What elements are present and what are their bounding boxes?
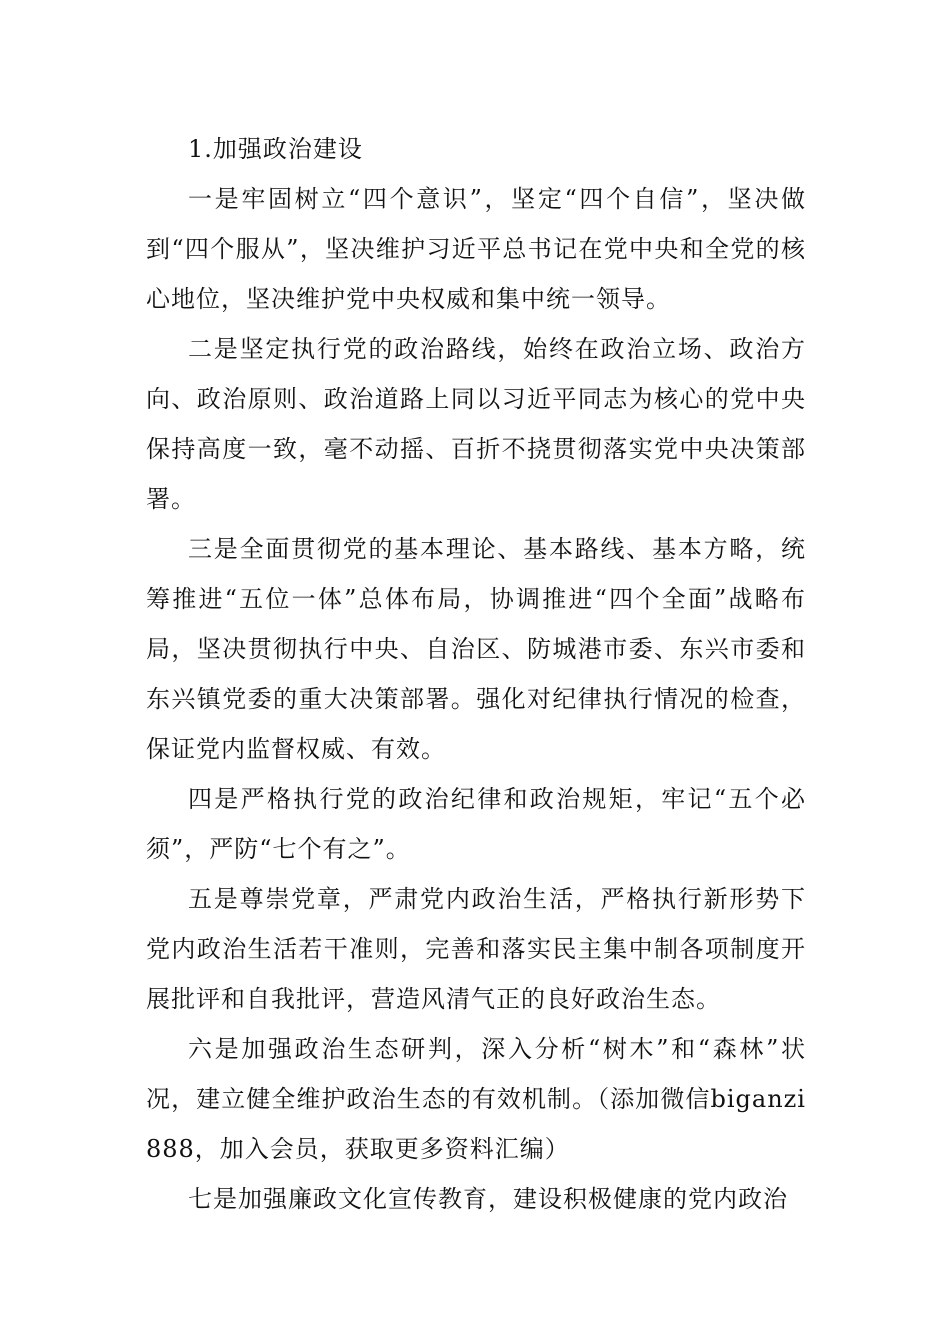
paragraph-5: 五是尊崇党章，严肃党内政治生活，严格执行新形势下党内政治生活若干准则，完善和落实民主集中制各项制度开展批评和自我批评，营造风清气正的良好政治生态。 [146,885,806,1013]
paragraph-1: 一是牢固树立“四个意识”，坚定“四个自信”，坚决做到“四个服从”，坚决维护习近平总书记在党中央和全党的核心地位，坚决维护党中央权威和集中统一领导。 [146,185,806,313]
paragraph-6: 六是加强政治生态研判，深入分析“树木”和“森林”状况，建立健全维护政治生态的有效机制。（添加微信biganzi888，加入会员，获取更多资料汇编） [146,1035,806,1163]
paragraph-3: 三是全面贯彻党的基本理论、基本路线、基本方略，统筹推进“五位一体”总体布局，协调推进“四个全面”战略布局，坚决贯彻执行中央、自治区、防城港市委、东兴市委和东兴镇党委的重大决策部署。强化对纪律执行情况的检查，保证党内监督权威、有效。 [146,535,806,763]
section-heading: 1.加强政治建设 [188,135,363,163]
paragraph-7: 七是加强廉政文化宣传教育，建设积极健康的党内政治 [188,1185,788,1213]
paragraph-4: 四是严格执行党的政治纪律和政治规矩，牢记“五个必须”，严防“七个有之”。 [146,785,806,863]
document-body [146,124,806,1224]
paragraph-2: 二是坚定执行党的政治路线，始终在政治立场、政治方向、政治原则、政治道路上同以习近平同志为核心的党中央保持高度一致，毫不动摇、百折不挠贯彻落实党中央决策部署。 [146,335,806,513]
